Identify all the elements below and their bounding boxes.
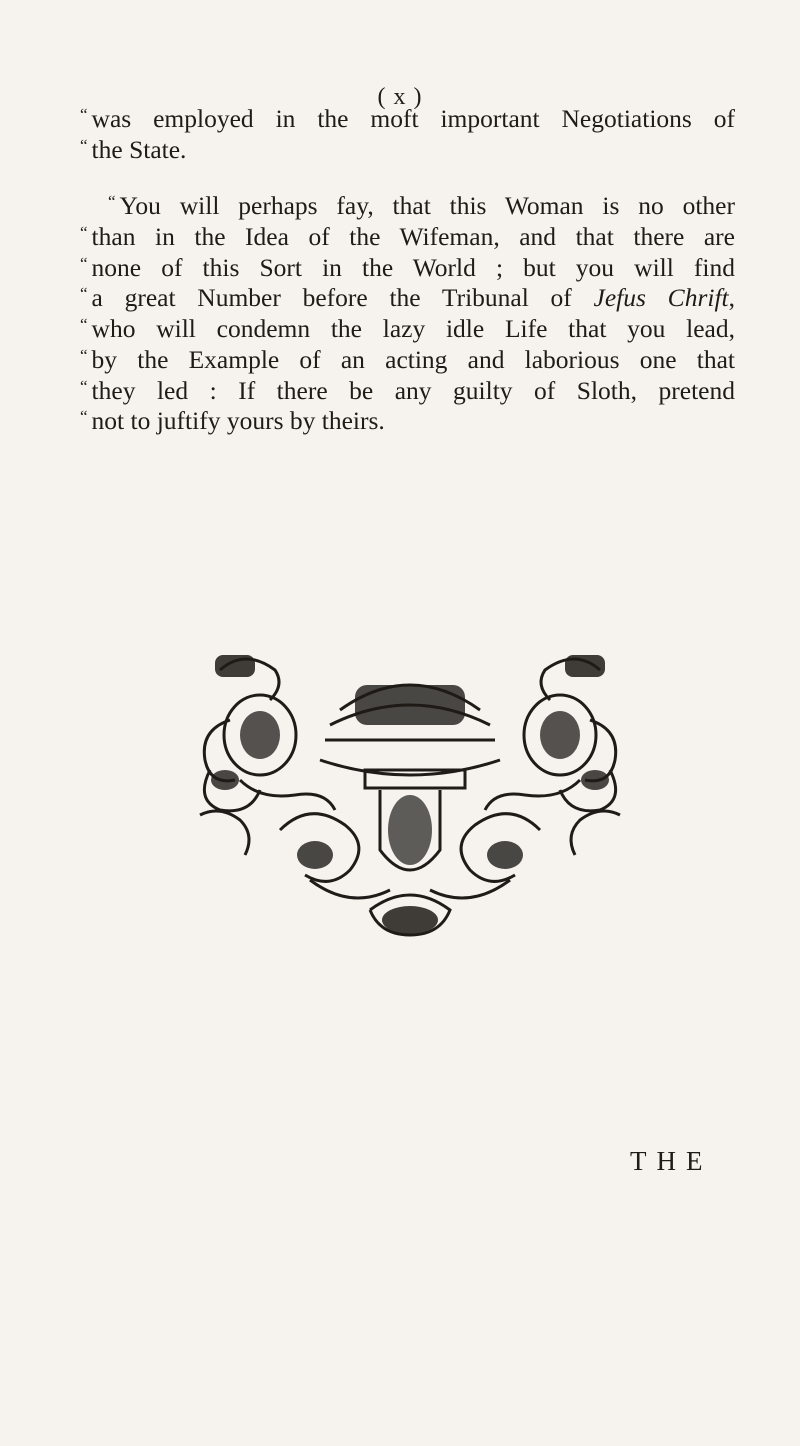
quote-mark: “ bbox=[80, 376, 88, 396]
text-line bbox=[80, 279, 735, 313]
quote-mark: “ bbox=[80, 135, 88, 155]
line-text: than in the Idea of the Wifeman, and that there are bbox=[91, 222, 735, 252]
line-text: who will condemn the lazy idle Life that you lead, bbox=[91, 314, 735, 344]
text-line bbox=[80, 100, 735, 131]
quote-mark: “ bbox=[80, 407, 88, 427]
text-line bbox=[80, 402, 735, 436]
line-text: by the Example of an acting and laborious one that bbox=[91, 344, 735, 374]
text-line bbox=[80, 310, 735, 344]
text-line bbox=[80, 218, 735, 252]
line-text: a great Number before the Tribunal of bbox=[91, 283, 594, 313]
quote-mark: “ bbox=[80, 284, 88, 304]
text-line bbox=[80, 249, 735, 280]
quote-mark: “ bbox=[108, 192, 116, 212]
quote-mark: “ bbox=[80, 315, 88, 335]
line-text: You will perhaps fay, that this Woman is no other bbox=[119, 191, 735, 221]
catchword: THE bbox=[630, 1146, 713, 1176]
text-line bbox=[80, 372, 735, 403]
paragraph-gap bbox=[80, 161, 735, 187]
body-text bbox=[80, 100, 735, 436]
line-text: the State. bbox=[91, 134, 187, 164]
line-text: was employed in the moft important Negotiations of bbox=[91, 104, 735, 133]
line-text: they led : If there be any guilty of Sloth, pretend bbox=[91, 375, 735, 405]
quote-mark: “ bbox=[80, 253, 88, 273]
page-number: ( x ) bbox=[377, 84, 423, 110]
text-line bbox=[80, 187, 735, 221]
text-line bbox=[80, 131, 735, 162]
quote-mark: “ bbox=[80, 105, 88, 124]
line-text: none of this Sort in the World ; but you will find bbox=[91, 252, 735, 282]
line-punctuation: , bbox=[728, 283, 735, 313]
text-line bbox=[80, 341, 735, 372]
line-text: not to juftify yours by theirs. bbox=[91, 406, 385, 436]
quote-mark: “ bbox=[80, 223, 88, 243]
tailpiece-ornament-icon bbox=[190, 640, 630, 960]
italic-name: Jefus Chrift bbox=[593, 283, 729, 313]
quote-mark: “ bbox=[80, 345, 88, 365]
